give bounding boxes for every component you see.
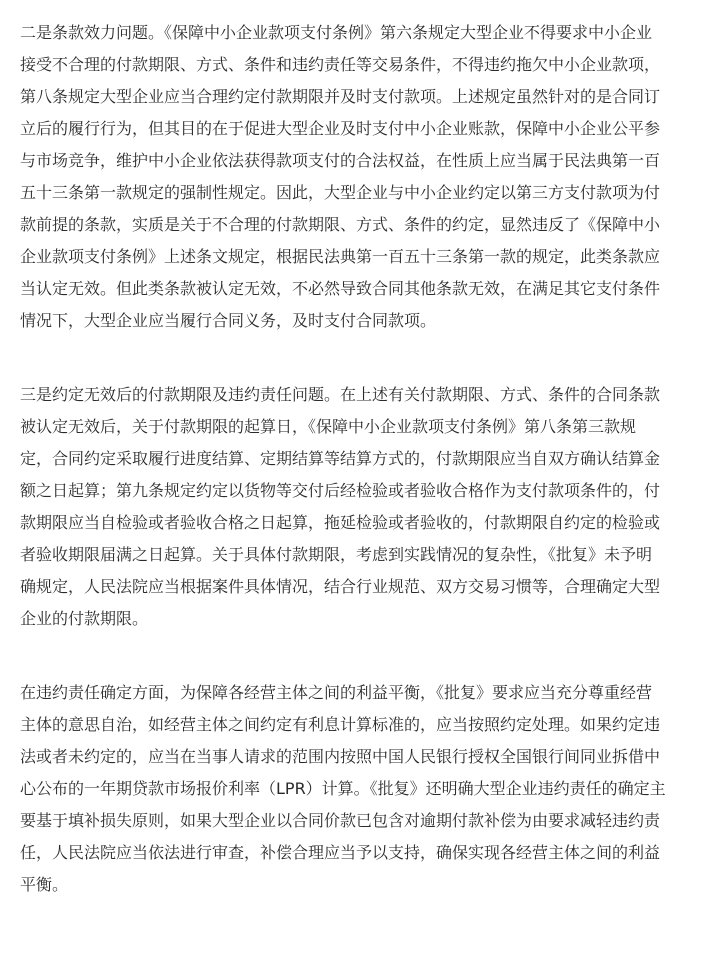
text-line: 定，合同约定采取履行进度结算、定期结算等结算方式的，付款期限应当自双方确认结算金 <box>20 449 661 468</box>
text-line: 当认定无效。但此类条款被认定无效，不必然导致合同其他条款无效，在满足其它支付条件 <box>20 279 661 298</box>
paragraph-2 <box>20 379 702 635</box>
text-line: 二是条款效力问题。《保障中小企业款项支付条例》第六条规定大型企业不得要求中小企业 <box>20 23 653 42</box>
text-line: 款期限应当自检验或者验收合格之日起算，拖延检验或者验收的，付款期限自约定的检验或 <box>20 513 661 532</box>
paragraph-1 <box>20 17 702 337</box>
text-line: 款前提的条款，实质是关于不合理的付款期限、方式、条件的约定，显然违反了《保障中小 <box>20 215 661 234</box>
text-line: 者验收期限届满之日起算。关于具体付款期限，考虑到实践情况的复杂性，《批复》未予明 <box>20 545 653 564</box>
text-line: 企业的付款期限。 <box>20 609 149 628</box>
text-line: 企业款项支付条例》上述条文规定，根据民法典第一百五十三条第一款的规定，此类条款应 <box>20 247 661 266</box>
paragraph-spacer <box>20 337 702 379</box>
text-line: 立后的履行行为，但其目的在于促进大型企业及时支付中小企业账款，保障中小企业公平参 <box>20 119 661 138</box>
text-line: 接受不合理的付款期限、方式、条件和违约责任等交易条件，不得违约拖欠中小企业款项， <box>20 55 661 74</box>
text-line: 平衡。 <box>20 875 69 894</box>
text-line: 确规定，人民法院应当根据案件具体情况，结合行业规范、双方交易习惯等，合理确定大型 <box>20 577 661 596</box>
text-line: 第八条规定大型企业应当合理约定付款期限并及时支付款项。上述规定虽然针对的是合同订 <box>20 87 661 106</box>
text-line: 三是约定无效后的付款期限及违约责任问题。在上述有关付款期限、方式、条件的合同条款 <box>20 385 661 404</box>
text-line: 情况下，大型企业应当履行合同义务，及时支付合同款项。 <box>20 311 437 330</box>
text-line: 任，人民法院应当依法进行审查，补偿合理应当予以支持，确保实现各经营主体之间的利益 <box>20 843 661 862</box>
paragraph-3 <box>20 677 702 901</box>
text-line: 与市场竞争，维护中小企业依法获得款项支付的合法权益，在性质上应当属于民法典第一百 <box>20 151 661 170</box>
text-line: 五十三条第一款规定的强制性规定。因此，大型企业与中小企业约定以第三方支付款项为付 <box>20 183 661 202</box>
text-line: 要基于填补损失原则，如果大型企业以合同价款已包含对逾期付款补偿为由要求减轻违约责 <box>20 811 661 830</box>
text-line: 额之日起算；第九条规定约定以货物等交付后经检验或者验收合格作为支付款项条件的，付 <box>20 481 661 500</box>
text-line: 在违约责任确定方面，为保障各经营主体之间的利益平衡，《批复》要求应当充分尊重经营 <box>20 683 653 702</box>
text-line: 法或者未约定的，应当在当事人请求的范围内按照中国人民银行授权全国银行间同业拆借中 <box>20 747 661 766</box>
text-line: 主体的意思自治，如经营主体之间约定有利息计算标准的，应当按照约定处理。如果约定违 <box>20 715 661 734</box>
text-line: 被认定无效后，关于付款期限的起算日，《保障中小企业款项支付条例》第八条第三款规 <box>20 417 637 436</box>
text-line: 心公布的一年期贷款市场报价利率（LPR）计算。《批复》还明确大型企业违约责任的确定主 <box>20 779 666 798</box>
paragraph-spacer <box>20 635 702 677</box>
